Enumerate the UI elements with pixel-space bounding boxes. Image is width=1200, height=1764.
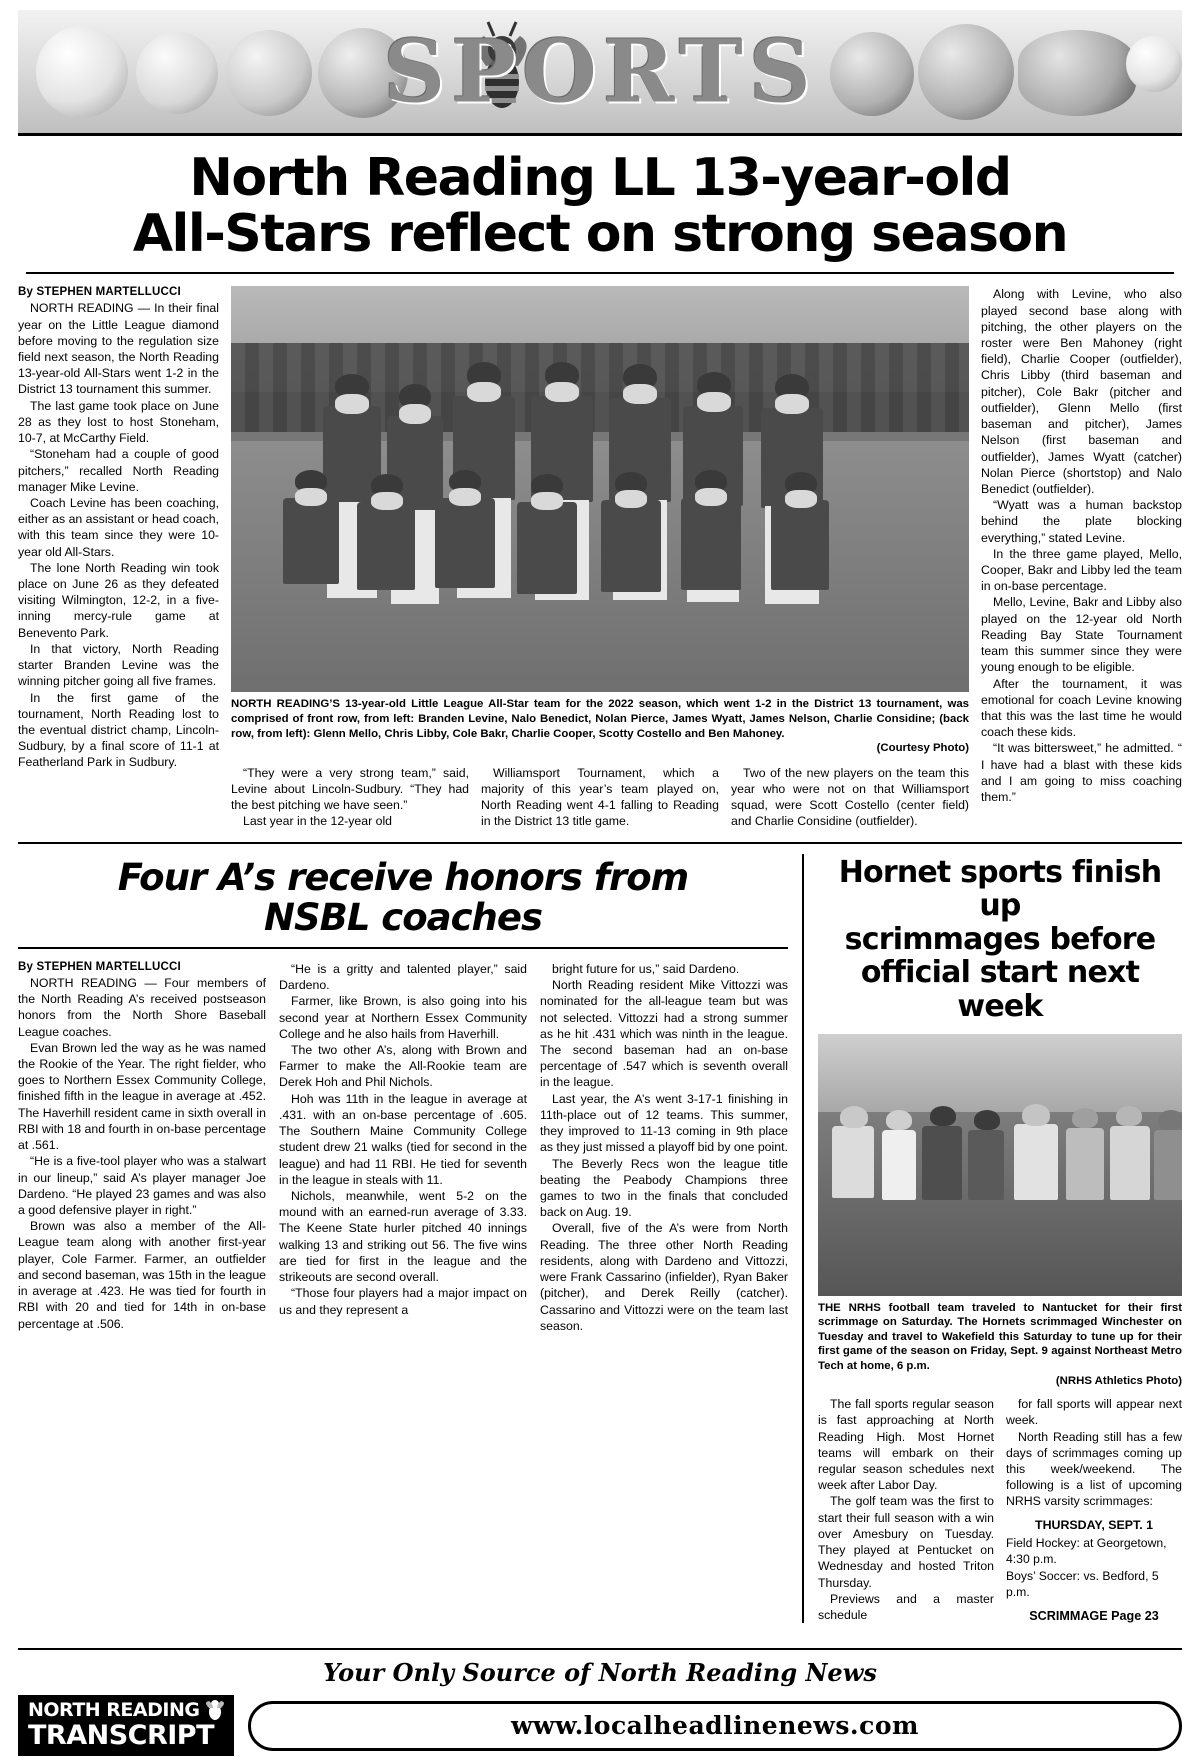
logo-line-2: TRANSCRIPT xyxy=(28,1720,215,1751)
main-headline-line2: All-Stars reflect on strong season xyxy=(132,204,1068,265)
story-four-as xyxy=(18,854,788,1624)
paragraph: Coach Levine has been coaching, either as an assistant or head coach, with this team since they were 10-year old All-Stars. xyxy=(18,495,219,559)
paragraph: Overall, five of the A’s were from North Reading. The three other North Reading residents, along with Dardeno and Vittozzi, were Frank Cassarino (infielder), Ryan Baker (pitcher), and Derek Reilly (catcher). Cassarino and Vittozzi were on the team last season. xyxy=(540,1221,788,1333)
paragraph: The lone North Reading win took place on June 26 as they defeated visiting Wilmington, 12-2, in a five-inning mercy-rule game at Benevento Park. xyxy=(18,560,219,640)
section-divider xyxy=(18,842,1182,844)
paragraph: The last game took place on June 28 as they lost to host Stoneham, 10-7, at McCarthy Field. xyxy=(18,398,219,446)
paragraph: In that victory, North Reading starter Branden Levine was the winning pitcher going all five frames. xyxy=(18,641,219,689)
paragraph: “It was bittersweet,” he admitted. “ I have had a blast with these kids and I am going to miss coaching them.” xyxy=(981,741,1182,805)
schedule-header: THURSDAY, SEPT. 1 xyxy=(1035,1517,1153,1532)
paragraph: Williamsport Tournament, which a majority of this year’s team played on, North Reading went 4-1 falling to Reading in the District 13 title game. xyxy=(481,765,719,829)
story-three-columns xyxy=(818,1396,1182,1623)
photo-credit: (NRHS Athletics Photo) xyxy=(1055,1374,1182,1387)
paragraph: NORTH READING — Four members of the North Reading A’s received postseason honors from the North Shore Baseball League coaches. xyxy=(18,975,266,1039)
top-story-left-column xyxy=(18,286,219,829)
paragraph: Mello, Levine, Bakr and Libby also played on the 12-year old North Reading Bay State Tournament team this summer since they were young enough to be eligible. xyxy=(981,595,1182,675)
photo-credit: (Courtesy Photo) xyxy=(876,742,969,755)
story-hornet-sports xyxy=(802,854,1182,1624)
page-footer xyxy=(18,1648,1182,1756)
baseball-icon-2 xyxy=(1126,36,1182,92)
paragraph: “Those four players had a major impact on us and they represent a xyxy=(279,1286,527,1317)
under-photo-column-3 xyxy=(731,765,969,830)
paragraph: bright future for us,” said Dardeno. xyxy=(552,961,740,976)
baseball-icon xyxy=(36,26,128,118)
story-two-headline-line2: NSBL coaches xyxy=(264,896,542,940)
top-story-right-column xyxy=(981,286,1182,829)
paragraph: Evan Brown led the way as he was named the Rookie of the Year. The right fielder, who goes to Northern Essex Community College, finished fifth in the league in average at .452. The Haverhill resident came in sixth overall in RBI with 18 and fourth in on-base percentage at .561. xyxy=(18,1040,266,1153)
transcript-logo xyxy=(18,1695,234,1756)
golf-ball-icon xyxy=(136,32,218,114)
bee-icon xyxy=(202,1699,228,1721)
paragraph: Brown was also a member of the All-League team along with another first-year player, Cole Farmer. Farmer, an outfielder and second baseman, was 15th in the league in average at .423. He was tied for fourth in RBI with 20 and tied for 14th in on-base percentage at .506. xyxy=(18,1219,266,1331)
caption-text: THE NRHS football team traveled to Nantucket for their first scrimmage on Saturday. The Hornets scrimmaged Winchester on Tuesday and travel to Wakefield this Saturday to tune up for their first game of the season on Friday, Sept. 9 against Northeast Metro Tech at home, 6 p.m. xyxy=(818,1301,1182,1372)
basketball-icon xyxy=(830,32,914,116)
paragraph: In the three game played, Mello, Cooper, Bakr and Libby led the team in on-base percentage. xyxy=(981,546,1182,594)
paragraph: Previews and a master schedule xyxy=(818,1591,994,1622)
paragraph: In the first game of the tournament, North Reading lost to the eventual district champ, Lincoln-Sudbury, by a final score of 11-1 at Featherland Park in Sudbury. xyxy=(18,690,219,770)
main-headline xyxy=(26,150,1174,274)
schedule-item: Field Hockey: at Georgetown, 4:30 p.m. xyxy=(1006,1535,1167,1567)
tennis-ball-icon xyxy=(226,30,312,116)
website-url[interactable]: www.localheadlinenews.com xyxy=(248,1701,1182,1751)
football-photo-caption xyxy=(818,1301,1182,1389)
caption-text: NORTH READING’S 13-year-old Little League All-Star team for the 2022 season, which went 1-2 in the District 13 tournament, was comprised of front row, from left: Branden Levine, Nalo Benedict, Nolan Pierce, James Wyatt, James Nelson, Charlie Considine; (back row, from left): Glenn Mello, Chris Libby, Cole Bakr, Charlie Cooper, Scotty Costello and Ben Mahoney. xyxy=(231,698,969,740)
logo-line-1: NORTH READING xyxy=(28,1699,200,1721)
story-three-headline xyxy=(818,856,1182,1024)
footer-tagline: Your Only Source of North Reading News xyxy=(323,1658,877,1687)
story-three-headline-line3: official start next week xyxy=(860,955,1140,1024)
byline: By STEPHEN MARTELLUCCI xyxy=(18,286,181,299)
top-story-center-column xyxy=(231,286,969,829)
story-three-column-1 xyxy=(818,1396,994,1623)
football-photo xyxy=(818,1034,1182,1296)
story-two-column-2 xyxy=(279,961,527,1334)
paragraph: Farmer, like Brown, is also going into his second year at Northern Essex Community College and he also hails from Haverhill. xyxy=(279,994,527,1041)
paragraph: The two other A’s, along with Brown and Farmer to make the All-Rookie team are Derek Hoh and Phil Nichols. xyxy=(279,1043,527,1090)
byline: By STEPHEN MARTELLUCCI xyxy=(18,960,181,973)
paragraph: Last year, the A’s went 3-17-1 finishing in 11th-place out of 12 teams. This summer, they improved to 11-13 coming in 9th place as they just missed a playoff bid by one point. xyxy=(540,1091,788,1155)
story-two-headline-line1: Four A’s receive honors from xyxy=(117,855,689,899)
paragraph: Along with Levine, who also played second base along with pitching, the other players on the roster were Ben Mahoney (right field), Charlie Cooper (outfielder), Chris Libby (third baseman and pitcher), Cole Bakr (pitcher and outfielder), Glenn Mello (first baseman and pitcher), James Nelson (first baseman and outfielder), James Wyatt (catcher) Nolan Pierce (shortstop) and Nalo Benedict (outfielder). xyxy=(981,287,1182,496)
jump-line: SCRIMMAGE Page 23 xyxy=(1029,1608,1159,1623)
paragraph: Nichols, meanwhile, went 5-2 on the mound with an earned-run average of 3.33. The Keene State hurler pitched 40 innings walking 13 and striking out 56. The five wins are tied for first in the league and the strikeouts are second overall. xyxy=(279,1189,527,1285)
paragraph: “They were a very strong team,” said, Levine about Lincoln-Sudbury. “They had the best pitching we have seen.” xyxy=(231,765,469,813)
paragraph: Hoh was 11th in the league in average at .431. with an on-base percentage of .605. The Southern Maine Community College student drew 21 walks (tied for second in the league) and had 11 RBI. He tied for seventh in the league in steals with 11. xyxy=(279,1091,527,1187)
schedule-item: Boys’ Soccer: vs. Bedford, 5 p.m. xyxy=(1006,1568,1159,1600)
paragraph: North Reading resident Mike Vittozzi was nominated for the all-league team but was not selected. Vittozzi had a strong summer as he hit .431 which was ninth in the league. The second baseman had an on-base percentage of .547 which is seventh overall in the league. xyxy=(540,978,788,1090)
basketball-icon-2 xyxy=(918,24,1014,120)
paragraph: for fall sports will appear next week. xyxy=(1006,1397,1182,1428)
paragraph: “Wyatt was a human backstop behind the plate blocking everything,” stated Levine. xyxy=(981,498,1182,545)
story-three-headline-line1: Hornet sports finish up xyxy=(838,854,1162,924)
football-icon xyxy=(1018,30,1136,116)
paragraph: “He is a gritty and talented player,” said Dardeno. xyxy=(279,961,527,993)
sports-masthead xyxy=(18,10,1182,136)
story-three-headline-line2: scrimmages before xyxy=(844,921,1156,957)
paragraph: After the tournament, it was emotional for coach Levine knowing that this was the last time he would coach these kids. xyxy=(981,676,1182,740)
lower-section xyxy=(18,854,1182,1624)
top-story xyxy=(18,286,1182,829)
main-headline-line1: North Reading LL 13-year-old xyxy=(189,148,1011,208)
team-photo-caption xyxy=(231,697,969,755)
paragraph: The Beverly Recs won the league title beating the Peabody Champions three games to two in the finals that concluded back on Aug. 19. xyxy=(540,1156,788,1220)
under-photo-columns xyxy=(231,765,969,830)
paragraph: The golf team was the first to start their full season with a win over Amesbury on Tuesday. They played at Pentucket on Wednesday and hosted Triton Thursday. xyxy=(818,1494,994,1590)
story-two-columns xyxy=(18,961,788,1334)
paragraph: Last year in the 12-year old xyxy=(243,814,393,829)
story-three-column-2 xyxy=(1006,1396,1182,1623)
footer-row xyxy=(18,1695,1182,1756)
story-two-headline xyxy=(18,855,788,949)
masthead-title: SPORTS xyxy=(383,21,817,122)
under-photo-column-1 xyxy=(231,765,469,830)
story-two-column-3 xyxy=(540,961,788,1334)
under-photo-column-2 xyxy=(481,765,719,830)
story-two-column-1 xyxy=(18,961,266,1334)
paragraph: “Stoneham had a couple of good pitchers,” recalled North Reading manager Mike Levine. xyxy=(18,447,219,494)
paragraph: Two of the new players on the team this year who were not on that Williamsport squad, were Scott Costello (center field) and Charlie Considine (outfielder). xyxy=(731,765,969,829)
team-photo xyxy=(231,286,969,692)
paragraph: North Reading still has a few days of scrimmages coming up this week/weekend. The following is a list of upcoming NRHS varsity scrimmages: xyxy=(1006,1429,1182,1509)
paragraph: The fall sports regular season is fast approaching at North Reading High. Most Hornet teams will embark on their regular season schedules next week after Labor Day. xyxy=(818,1397,994,1493)
paragraph: “He is a five-tool player who was a stalwart in our lineup,” said A’s player manager Joe Dardeno. “He played 23 games and was also a good defensive player in right.” xyxy=(18,1154,266,1217)
paragraph: NORTH READING — In their final year on the Little League diamond before moving to the regulation size field next season, the North Reading 13-year-old All-Stars went 1-2 in the District 13 tournament this summer. xyxy=(18,301,219,397)
